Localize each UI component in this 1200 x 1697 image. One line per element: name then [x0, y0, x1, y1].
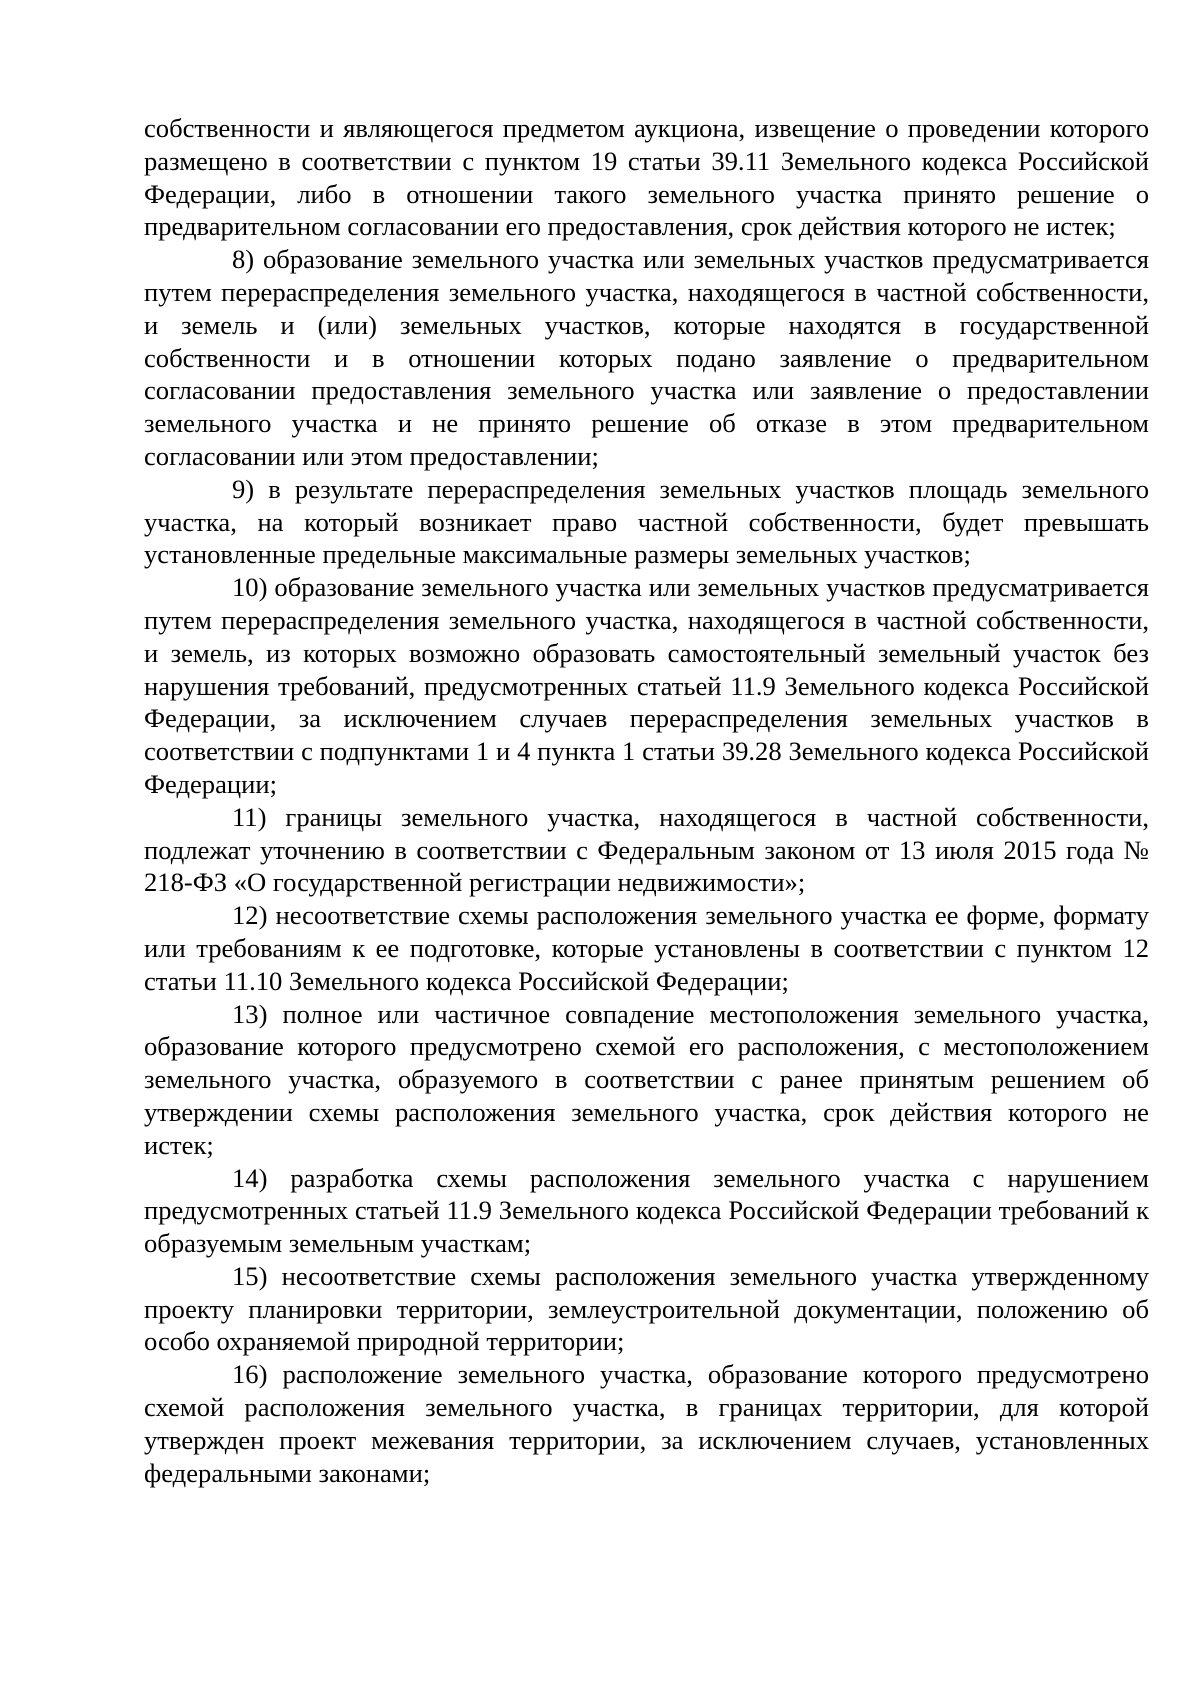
item-number: 15)	[232, 1260, 268, 1291]
item-text: полное или частичное совпадение местоположения земельного участка, образование которого предусмотрено схемой его расположения, с местоположением земельного участка, образуемого в соответствии с ранее принятым решением об утверждении схемы расположения земельного участка, срок действия которого не истек;	[144, 998, 1149, 1160]
item-text: несоответствие схемы расположения земельного участка ее форме, формату или требованиям к ее подготовке, которые установлены в соответствии с пунктом 12 статьи 11.10 Земельного кодекса Российской Федерации;	[144, 900, 1149, 996]
item-number: 10)	[232, 572, 268, 603]
item-text: границы земельного участка, находящегося в частной собственности, подлежат уточнению в соответствии с Федеральным законом от 13 июля 2015 года № 218-ФЗ «О государственной регистрации недвижимости»;	[144, 801, 1149, 898]
item-text: несоответствие схемы расположения земельного участка утвержденному проекту планировки территории, землеустроительной документации, положению об особо охраняемой природной территории;	[144, 1260, 1150, 1357]
item-number: 14)	[232, 1162, 268, 1193]
item-number: 11)	[232, 801, 267, 832]
list-item-8	[144, 243, 1149, 473]
item-text: образование земельного участка или земельных участков предусматривается путем перераспределения земельного участка, находящегося в частной собственности, и земель, из которых возможно образовать самостоятельный земельный участок без нарушения требований, предусмотренных статьей 11.9 Земельного кодекса Российской Федерации, за исключением случаев перераспределения земельных участков в соответствии с подпунктами 1 и 4 пункта 1 статьи 39.28 Земельного кодекса Российской Федерации;	[144, 572, 1149, 799]
paragraph-continuation	[144, 112, 1149, 243]
list-item-10	[144, 571, 1149, 801]
list-item-13	[144, 998, 1149, 1162]
item-number: 8)	[232, 244, 255, 275]
item-number: 16)	[232, 1359, 268, 1390]
paragraph-text: собственности и являющегося предметом аукциона, извещение о проведении которого размещено в соответствии с пунктом 19 статьи 39.11 Земельного кодекса Российской Федерации, либо в отношении такого земельного участка принято решение о предварительном согласовании его предоставления, срок действия которого не истек;	[144, 113, 1149, 242]
list-item-16	[144, 1358, 1149, 1489]
item-number: 13)	[232, 998, 268, 1029]
item-text: расположение земельного участка, образование которого предусмотрено схемой расположения земельного участка, в границах территории, для которой утвержден проект межевания территории, за исключением случаев, установленных федеральными законами;	[144, 1359, 1149, 1488]
item-number: 12)	[232, 900, 268, 931]
list-item-15	[144, 1260, 1149, 1358]
item-text: в результате перераспределения земельных участков площадь земельного участка, на который возникает право частной собственности, будет превышать установленные предельные максимальные размеры земельных участков;	[144, 473, 1149, 570]
list-item-9	[144, 473, 1149, 571]
item-text: образование земельного участка или земельных участков предусматривается путем перераспределения земельного участка, находящегося в частной собственности, и земель и (или) земельных участков, которые находятся в государственной собственности и в отношении которых подано заявление о предварительном согласовании предоставления земельного участка или заявление о предоставлении земельного участка и не принято решение об отказе в этом предварительном согласовании или этом предоставлении;	[144, 244, 1149, 471]
list-item-12	[144, 899, 1149, 997]
list-item-11	[144, 801, 1149, 899]
item-number: 9)	[232, 473, 255, 504]
document-body	[144, 112, 1149, 1489]
item-text: разработка схемы расположения земельного участка с нарушением предусмотренных статьей 11.9 Земельного кодекса Российской Федерации требований к образуемым земельным участкам;	[144, 1162, 1149, 1259]
list-item-14	[144, 1162, 1149, 1260]
